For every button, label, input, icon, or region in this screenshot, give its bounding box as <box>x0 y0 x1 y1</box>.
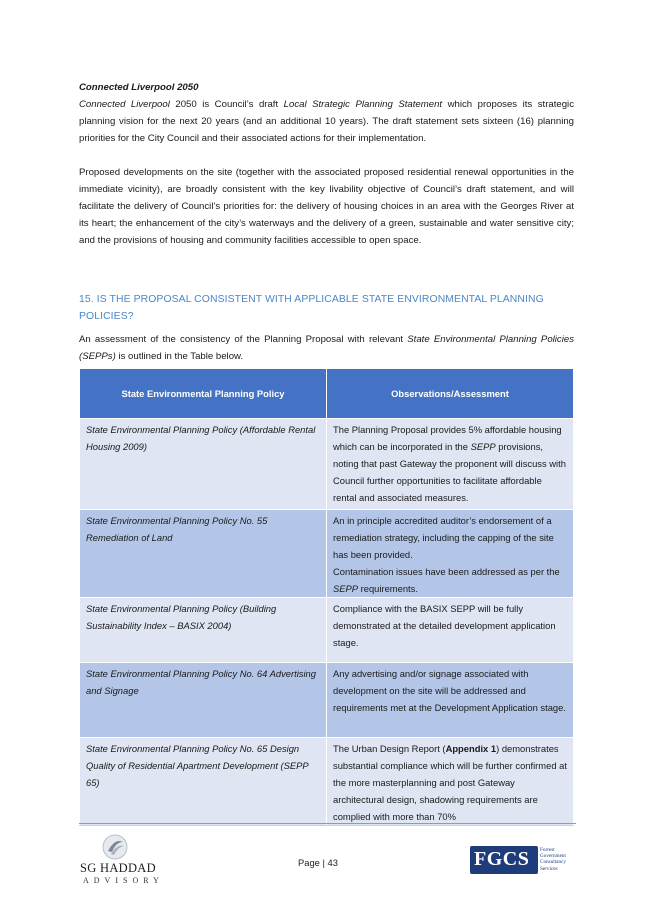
section-15-intro: An assessment of the consistency of the Planning Proposal with relevant State Environmental Planning Policies (SEPPs) is outlined in the Table below. <box>79 334 574 362</box>
assessment-cell: The Urban Design Report (Appendix 1) demonstrates substantial compliance which will be further confirmed at the more masterplanning and post Gateway architectural design, shadowing requirements are complied with more than 70% <box>327 738 574 826</box>
policy-cell: State Environmental Planning Policy (Affordable Rental Housing 2009) <box>80 419 327 510</box>
table-row <box>80 738 574 826</box>
sg-haddad-subtitle: ADVISORY <box>83 876 164 885</box>
footer-divider <box>79 823 576 824</box>
page-number: Page | 43 <box>298 857 338 868</box>
assessment-cell: An in principle accredited auditor’s endorsement of a remediation strategy, including the capping of the site has been provided. Contamination issues have been addressed as per the SEPP requirements. <box>327 510 574 598</box>
paragraph-consistency: Proposed developments on the site (together with the associated proposed residential renewal opportunities in the immediate vicinity), are broadly consistent with the key livability objective of Council’s draft statement, and will facilitate the delivery of Council’s priorities for: the delivery of housing choices in an area with the Georges River at its heart; the enhancement of the city’s waterways and the delivery of a green, sustainable and water sensitive city; and the provisions of housing and community facilities accessible to open space. <box>79 167 574 246</box>
table-row <box>80 419 574 510</box>
assessment-cell: Compliance with the BASIX SEPP will be fully demonstrated at the detailed development application stage. <box>327 598 574 663</box>
page-content <box>79 79 574 826</box>
table-header-row <box>80 369 574 419</box>
table-row <box>80 598 574 663</box>
fgcs-logo <box>470 846 582 876</box>
sg-haddad-name: SG HADDAD <box>80 861 156 875</box>
policy-cell: State Environmental Planning Policy No. 64 Advertising and Signage <box>80 663 327 738</box>
table-row <box>80 510 574 598</box>
policy-cell: State Environmental Planning Policy No. 65 Design Quality of Residential Apartment Development (SEPP 65) <box>80 738 327 826</box>
fgcs-badge <box>470 846 538 874</box>
table-header-assessment: Observations/Assessment <box>327 369 574 419</box>
section-15-title: 15. IS THE PROPOSAL CONSISTENT WITH APPLICABLE STATE ENVIRONMENTAL PLANNING POLICIES? <box>79 294 544 322</box>
sg-haddad-logo <box>80 834 170 886</box>
policy-cell: State Environmental Planning Policy (Building Sustainability Index – BASIX 2004) <box>80 598 327 663</box>
sg-haddad-emblem-icon <box>102 834 128 860</box>
paragraph-connected-liverpool: Connected Liverpool 2050 is Council’s draft Local Strategic Planning Statement which proposes its strategic planning vision for the next 20 years (and an additional 10 years). The draft statement sets sixteen (16) planning priorities for the City Council and their associated actions for their implementation. <box>79 99 574 144</box>
policy-cell: State Environmental Planning Policy No. 55 Remediation of Land <box>80 510 327 598</box>
fgcs-description: Forrest Government Consultancy Services <box>540 847 566 872</box>
assessment-cell: The Planning Proposal provides 5% affordable housing which can be incorporated in the SEPP provisions, noting that past Gateway the proponent will discuss with Council further opportunities to facilitate affordable rental and associated measures. <box>327 419 574 510</box>
sepp-table <box>79 368 574 826</box>
table-row <box>80 663 574 738</box>
assessment-cell: Any advertising and/or signage associated with development on the site will be addressed and requirements met at the Development Application stage. <box>327 663 574 738</box>
fgcs-wordmark: FGCS <box>474 848 530 870</box>
table-header-policy: State Environmental Planning Policy <box>80 369 327 419</box>
section-heading-connected-liverpool: Connected Liverpool 2050 <box>79 82 199 93</box>
